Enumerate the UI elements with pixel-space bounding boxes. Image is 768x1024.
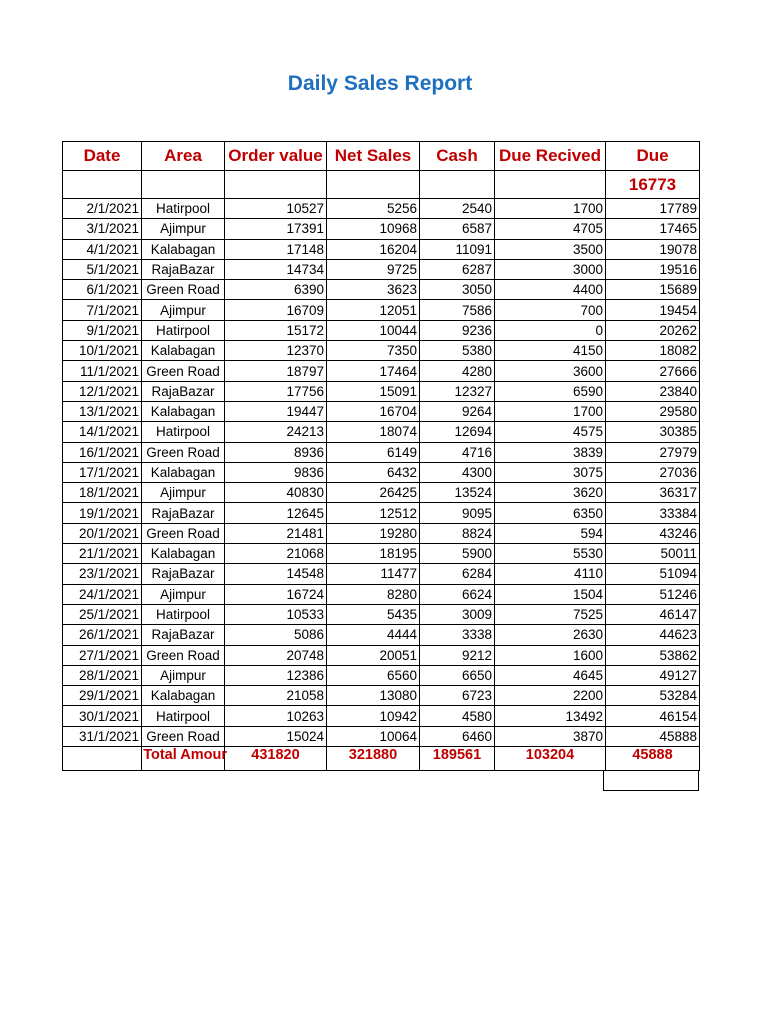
cell-due-received: 3620 bbox=[495, 483, 606, 503]
cell-area: Green Road bbox=[142, 645, 225, 665]
cell-order-value: 10527 bbox=[225, 199, 327, 219]
cell-due: 23840 bbox=[606, 381, 700, 401]
cell-due-received: 3000 bbox=[495, 259, 606, 279]
cell-date: 5/1/2021 bbox=[63, 259, 142, 279]
cell-date: 10/1/2021 bbox=[63, 341, 142, 361]
header-due-received: Due Recived bbox=[495, 142, 606, 171]
cell-net-sales: 13080 bbox=[327, 686, 420, 706]
total-due-received: 103204 bbox=[495, 747, 606, 771]
cell-order-value: 9836 bbox=[225, 462, 327, 482]
cell-date: 6/1/2021 bbox=[63, 280, 142, 300]
cell-order-value: 6390 bbox=[225, 280, 327, 300]
cell-order-value: 15024 bbox=[225, 726, 327, 746]
empty-cell bbox=[495, 171, 606, 199]
cell-area: Kalabagan bbox=[142, 341, 225, 361]
cell-net-sales: 15091 bbox=[327, 381, 420, 401]
empty-cell bbox=[63, 747, 142, 771]
cell-date: 11/1/2021 bbox=[63, 361, 142, 381]
cell-cash: 9095 bbox=[420, 503, 495, 523]
cell-area: Kalabagan bbox=[142, 544, 225, 564]
cell-due: 45888 bbox=[606, 726, 700, 746]
cell-net-sales: 6432 bbox=[327, 462, 420, 482]
cell-area: RajaBazar bbox=[142, 503, 225, 523]
cell-cash: 2540 bbox=[420, 199, 495, 219]
table-row bbox=[63, 422, 700, 442]
cell-area: RajaBazar bbox=[142, 625, 225, 645]
cell-cash: 4280 bbox=[420, 361, 495, 381]
cell-cash: 5380 bbox=[420, 341, 495, 361]
cell-due: 51246 bbox=[606, 584, 700, 604]
cell-date: 17/1/2021 bbox=[63, 462, 142, 482]
cell-due-received: 4705 bbox=[495, 219, 606, 239]
cell-cash: 3050 bbox=[420, 280, 495, 300]
cell-order-value: 12370 bbox=[225, 341, 327, 361]
cell-cash: 5900 bbox=[420, 544, 495, 564]
cell-due-received: 3839 bbox=[495, 442, 606, 462]
cell-net-sales: 10044 bbox=[327, 320, 420, 340]
cell-due-received: 7525 bbox=[495, 604, 606, 624]
empty-cell bbox=[225, 171, 327, 199]
cell-area: Ajimpur bbox=[142, 665, 225, 685]
cell-order-value: 14548 bbox=[225, 564, 327, 584]
cell-net-sales: 5435 bbox=[327, 604, 420, 624]
table-row bbox=[63, 706, 700, 726]
header-area: Area bbox=[142, 142, 225, 171]
table-row bbox=[63, 584, 700, 604]
cell-cash: 12694 bbox=[420, 422, 495, 442]
table-row bbox=[63, 544, 700, 564]
cell-due: 53284 bbox=[606, 686, 700, 706]
cell-net-sales: 8280 bbox=[327, 584, 420, 604]
report-title: Daily Sales Report bbox=[287, 72, 473, 95]
cell-order-value: 19447 bbox=[225, 401, 327, 421]
cell-due-received: 1700 bbox=[495, 401, 606, 421]
table-row bbox=[63, 665, 700, 685]
header-net-sales: Net Sales bbox=[327, 142, 420, 171]
cell-due-received: 4150 bbox=[495, 341, 606, 361]
cell-cash: 6287 bbox=[420, 259, 495, 279]
cell-order-value: 12386 bbox=[225, 665, 327, 685]
cell-cash: 9264 bbox=[420, 401, 495, 421]
total-due: 45888 bbox=[606, 747, 700, 771]
cell-net-sales: 17464 bbox=[327, 361, 420, 381]
cell-net-sales: 18195 bbox=[327, 544, 420, 564]
cell-due: 18082 bbox=[606, 341, 700, 361]
cell-date: 30/1/2021 bbox=[63, 706, 142, 726]
table-row bbox=[63, 523, 700, 543]
cell-cash: 4580 bbox=[420, 706, 495, 726]
cell-due-received: 2630 bbox=[495, 625, 606, 645]
cell-due-received: 1504 bbox=[495, 584, 606, 604]
cell-net-sales: 5256 bbox=[327, 199, 420, 219]
header-row bbox=[63, 142, 700, 171]
cell-net-sales: 26425 bbox=[327, 483, 420, 503]
cell-net-sales: 12051 bbox=[327, 300, 420, 320]
cell-date: 21/1/2021 bbox=[63, 544, 142, 564]
total-label: Total Amour bbox=[143, 747, 227, 764]
cell-order-value: 12645 bbox=[225, 503, 327, 523]
cell-due: 19454 bbox=[606, 300, 700, 320]
totals-row bbox=[63, 747, 700, 771]
total-net-sales: 321880 bbox=[327, 747, 420, 771]
cell-due-received: 4400 bbox=[495, 280, 606, 300]
cell-due: 29580 bbox=[606, 401, 700, 421]
cell-cash: 6624 bbox=[420, 584, 495, 604]
cell-due: 43246 bbox=[606, 523, 700, 543]
table-row bbox=[63, 625, 700, 645]
cell-date: 2/1/2021 bbox=[63, 199, 142, 219]
cell-due: 46154 bbox=[606, 706, 700, 726]
empty-cell bbox=[63, 171, 142, 199]
empty-cell bbox=[142, 171, 225, 199]
cell-area: Ajimpur bbox=[142, 584, 225, 604]
table-row bbox=[63, 564, 700, 584]
cell-area: Hatirpool bbox=[142, 320, 225, 340]
cell-cash: 6284 bbox=[420, 564, 495, 584]
cell-cash: 6460 bbox=[420, 726, 495, 746]
cell-due-received: 3870 bbox=[495, 726, 606, 746]
opening-due-row bbox=[63, 171, 700, 199]
cell-net-sales: 3623 bbox=[327, 280, 420, 300]
cell-date: 26/1/2021 bbox=[63, 625, 142, 645]
cell-net-sales: 10064 bbox=[327, 726, 420, 746]
cell-due: 27666 bbox=[606, 361, 700, 381]
cell-cash: 13524 bbox=[420, 483, 495, 503]
cell-due-received: 0 bbox=[495, 320, 606, 340]
cell-area: Hatirpool bbox=[142, 706, 225, 726]
cell-due-received: 2200 bbox=[495, 686, 606, 706]
table-row bbox=[63, 361, 700, 381]
cell-area: Kalabagan bbox=[142, 686, 225, 706]
empty-cell bbox=[420, 171, 495, 199]
cell-area: Ajimpur bbox=[142, 300, 225, 320]
cell-order-value: 17756 bbox=[225, 381, 327, 401]
cell-area: RajaBazar bbox=[142, 259, 225, 279]
cell-due-received: 5530 bbox=[495, 544, 606, 564]
table-row bbox=[63, 503, 700, 523]
cell-date: 14/1/2021 bbox=[63, 422, 142, 442]
cell-cash: 4716 bbox=[420, 442, 495, 462]
cell-due-received: 3075 bbox=[495, 462, 606, 482]
cell-due-received: 700 bbox=[495, 300, 606, 320]
cell-due-received: 13492 bbox=[495, 706, 606, 726]
cell-area: RajaBazar bbox=[142, 381, 225, 401]
table-row bbox=[63, 280, 700, 300]
table-row bbox=[63, 300, 700, 320]
cell-area: Ajimpur bbox=[142, 219, 225, 239]
cell-net-sales: 16704 bbox=[327, 401, 420, 421]
header-cash: Cash bbox=[420, 142, 495, 171]
cell-area: Green Road bbox=[142, 726, 225, 746]
cell-net-sales: 18074 bbox=[327, 422, 420, 442]
cell-order-value: 16724 bbox=[225, 584, 327, 604]
cell-due: 15689 bbox=[606, 280, 700, 300]
cell-date: 28/1/2021 bbox=[63, 665, 142, 685]
table-row bbox=[63, 341, 700, 361]
cell-cash: 12327 bbox=[420, 381, 495, 401]
total-label-cell bbox=[142, 747, 225, 771]
cell-net-sales: 12512 bbox=[327, 503, 420, 523]
cell-order-value: 18797 bbox=[225, 361, 327, 381]
cell-cash: 7586 bbox=[420, 300, 495, 320]
cell-net-sales: 19280 bbox=[327, 523, 420, 543]
total-cash: 189561 bbox=[420, 747, 495, 771]
cell-due-received: 4645 bbox=[495, 665, 606, 685]
cell-due: 20262 bbox=[606, 320, 700, 340]
opening-due-value: 16773 bbox=[606, 171, 700, 199]
cell-cash: 4300 bbox=[420, 462, 495, 482]
cell-order-value: 17148 bbox=[225, 239, 327, 259]
cell-due-received: 3500 bbox=[495, 239, 606, 259]
cell-area: Kalabagan bbox=[142, 401, 225, 421]
cell-net-sales: 4444 bbox=[327, 625, 420, 645]
cell-cash: 6587 bbox=[420, 219, 495, 239]
cell-due: 36317 bbox=[606, 483, 700, 503]
cell-due: 30385 bbox=[606, 422, 700, 442]
cell-due-received: 4110 bbox=[495, 564, 606, 584]
cell-date: 13/1/2021 bbox=[63, 401, 142, 421]
table-row bbox=[63, 259, 700, 279]
cell-date: 7/1/2021 bbox=[63, 300, 142, 320]
cell-area: Ajimpur bbox=[142, 483, 225, 503]
cell-order-value: 40830 bbox=[225, 483, 327, 503]
cell-due-received: 6350 bbox=[495, 503, 606, 523]
cell-area: Hatirpool bbox=[142, 604, 225, 624]
cell-date: 16/1/2021 bbox=[63, 442, 142, 462]
cell-cash: 9236 bbox=[420, 320, 495, 340]
table-row bbox=[63, 604, 700, 624]
cell-area: Green Road bbox=[142, 442, 225, 462]
empty-cell bbox=[327, 171, 420, 199]
table-row bbox=[63, 462, 700, 482]
table-row bbox=[63, 483, 700, 503]
cell-cash: 11091 bbox=[420, 239, 495, 259]
table-row bbox=[63, 239, 700, 259]
cell-due: 19078 bbox=[606, 239, 700, 259]
cell-order-value: 10533 bbox=[225, 604, 327, 624]
cell-date: 18/1/2021 bbox=[63, 483, 142, 503]
cell-net-sales: 10942 bbox=[327, 706, 420, 726]
cell-date: 23/1/2021 bbox=[63, 564, 142, 584]
cell-date: 27/1/2021 bbox=[63, 645, 142, 665]
cell-date: 12/1/2021 bbox=[63, 381, 142, 401]
cell-area: Green Road bbox=[142, 361, 225, 381]
cell-cash: 3009 bbox=[420, 604, 495, 624]
cell-date: 4/1/2021 bbox=[63, 239, 142, 259]
cell-area: Hatirpool bbox=[142, 422, 225, 442]
cell-date: 29/1/2021 bbox=[63, 686, 142, 706]
trailing-cell bbox=[603, 770, 699, 791]
cell-net-sales: 11477 bbox=[327, 564, 420, 584]
cell-net-sales: 6560 bbox=[327, 665, 420, 685]
cell-date: 9/1/2021 bbox=[63, 320, 142, 340]
header-order-value: Order value bbox=[225, 142, 327, 171]
cell-area: Kalabagan bbox=[142, 462, 225, 482]
cell-due: 53862 bbox=[606, 645, 700, 665]
cell-order-value: 14734 bbox=[225, 259, 327, 279]
table-row bbox=[63, 645, 700, 665]
cell-due: 27036 bbox=[606, 462, 700, 482]
cell-order-value: 10263 bbox=[225, 706, 327, 726]
cell-net-sales: 9725 bbox=[327, 259, 420, 279]
cell-cash: 6650 bbox=[420, 665, 495, 685]
cell-net-sales: 7350 bbox=[327, 341, 420, 361]
cell-cash: 9212 bbox=[420, 645, 495, 665]
cell-net-sales: 6149 bbox=[327, 442, 420, 462]
cell-due-received: 6590 bbox=[495, 381, 606, 401]
cell-order-value: 16709 bbox=[225, 300, 327, 320]
cell-date: 31/1/2021 bbox=[63, 726, 142, 746]
cell-area: RajaBazar bbox=[142, 564, 225, 584]
cell-order-value: 21058 bbox=[225, 686, 327, 706]
cell-due-received: 3600 bbox=[495, 361, 606, 381]
cell-order-value: 5086 bbox=[225, 625, 327, 645]
cell-order-value: 8936 bbox=[225, 442, 327, 462]
table-row bbox=[63, 381, 700, 401]
cell-date: 3/1/2021 bbox=[63, 219, 142, 239]
cell-due: 27979 bbox=[606, 442, 700, 462]
table-row bbox=[63, 726, 700, 746]
cell-area: Green Road bbox=[142, 523, 225, 543]
table-row bbox=[63, 219, 700, 239]
cell-due: 50011 bbox=[606, 544, 700, 564]
cell-area: Hatirpool bbox=[142, 199, 225, 219]
cell-area: Kalabagan bbox=[142, 239, 225, 259]
cell-due-received: 1600 bbox=[495, 645, 606, 665]
cell-date: 24/1/2021 bbox=[63, 584, 142, 604]
cell-order-value: 20748 bbox=[225, 645, 327, 665]
table-row bbox=[63, 320, 700, 340]
cell-due-received: 594 bbox=[495, 523, 606, 543]
table-row bbox=[63, 199, 700, 219]
cell-net-sales: 16204 bbox=[327, 239, 420, 259]
cell-date: 20/1/2021 bbox=[63, 523, 142, 543]
cell-cash: 8824 bbox=[420, 523, 495, 543]
cell-due: 17465 bbox=[606, 219, 700, 239]
cell-due-received: 4575 bbox=[495, 422, 606, 442]
header-due: Due bbox=[606, 142, 700, 171]
cell-cash: 6723 bbox=[420, 686, 495, 706]
cell-area: Green Road bbox=[142, 280, 225, 300]
cell-order-value: 17391 bbox=[225, 219, 327, 239]
sales-table bbox=[62, 141, 700, 771]
cell-order-value: 21068 bbox=[225, 544, 327, 564]
cell-net-sales: 10968 bbox=[327, 219, 420, 239]
cell-net-sales: 20051 bbox=[327, 645, 420, 665]
cell-due: 46147 bbox=[606, 604, 700, 624]
cell-due-received: 1700 bbox=[495, 199, 606, 219]
cell-order-value: 21481 bbox=[225, 523, 327, 543]
table-row bbox=[63, 686, 700, 706]
cell-date: 19/1/2021 bbox=[63, 503, 142, 523]
cell-order-value: 24213 bbox=[225, 422, 327, 442]
table-body bbox=[63, 199, 700, 747]
cell-due: 51094 bbox=[606, 564, 700, 584]
table-row bbox=[63, 442, 700, 462]
header-date: Date bbox=[63, 142, 142, 171]
cell-due: 44623 bbox=[606, 625, 700, 645]
cell-date: 25/1/2021 bbox=[63, 604, 142, 624]
cell-order-value: 15172 bbox=[225, 320, 327, 340]
cell-due: 19516 bbox=[606, 259, 700, 279]
cell-due: 17789 bbox=[606, 199, 700, 219]
cell-due: 33384 bbox=[606, 503, 700, 523]
table-row bbox=[63, 401, 700, 421]
cell-cash: 3338 bbox=[420, 625, 495, 645]
total-order-value: 431820 bbox=[225, 747, 327, 771]
cell-due: 49127 bbox=[606, 665, 700, 685]
